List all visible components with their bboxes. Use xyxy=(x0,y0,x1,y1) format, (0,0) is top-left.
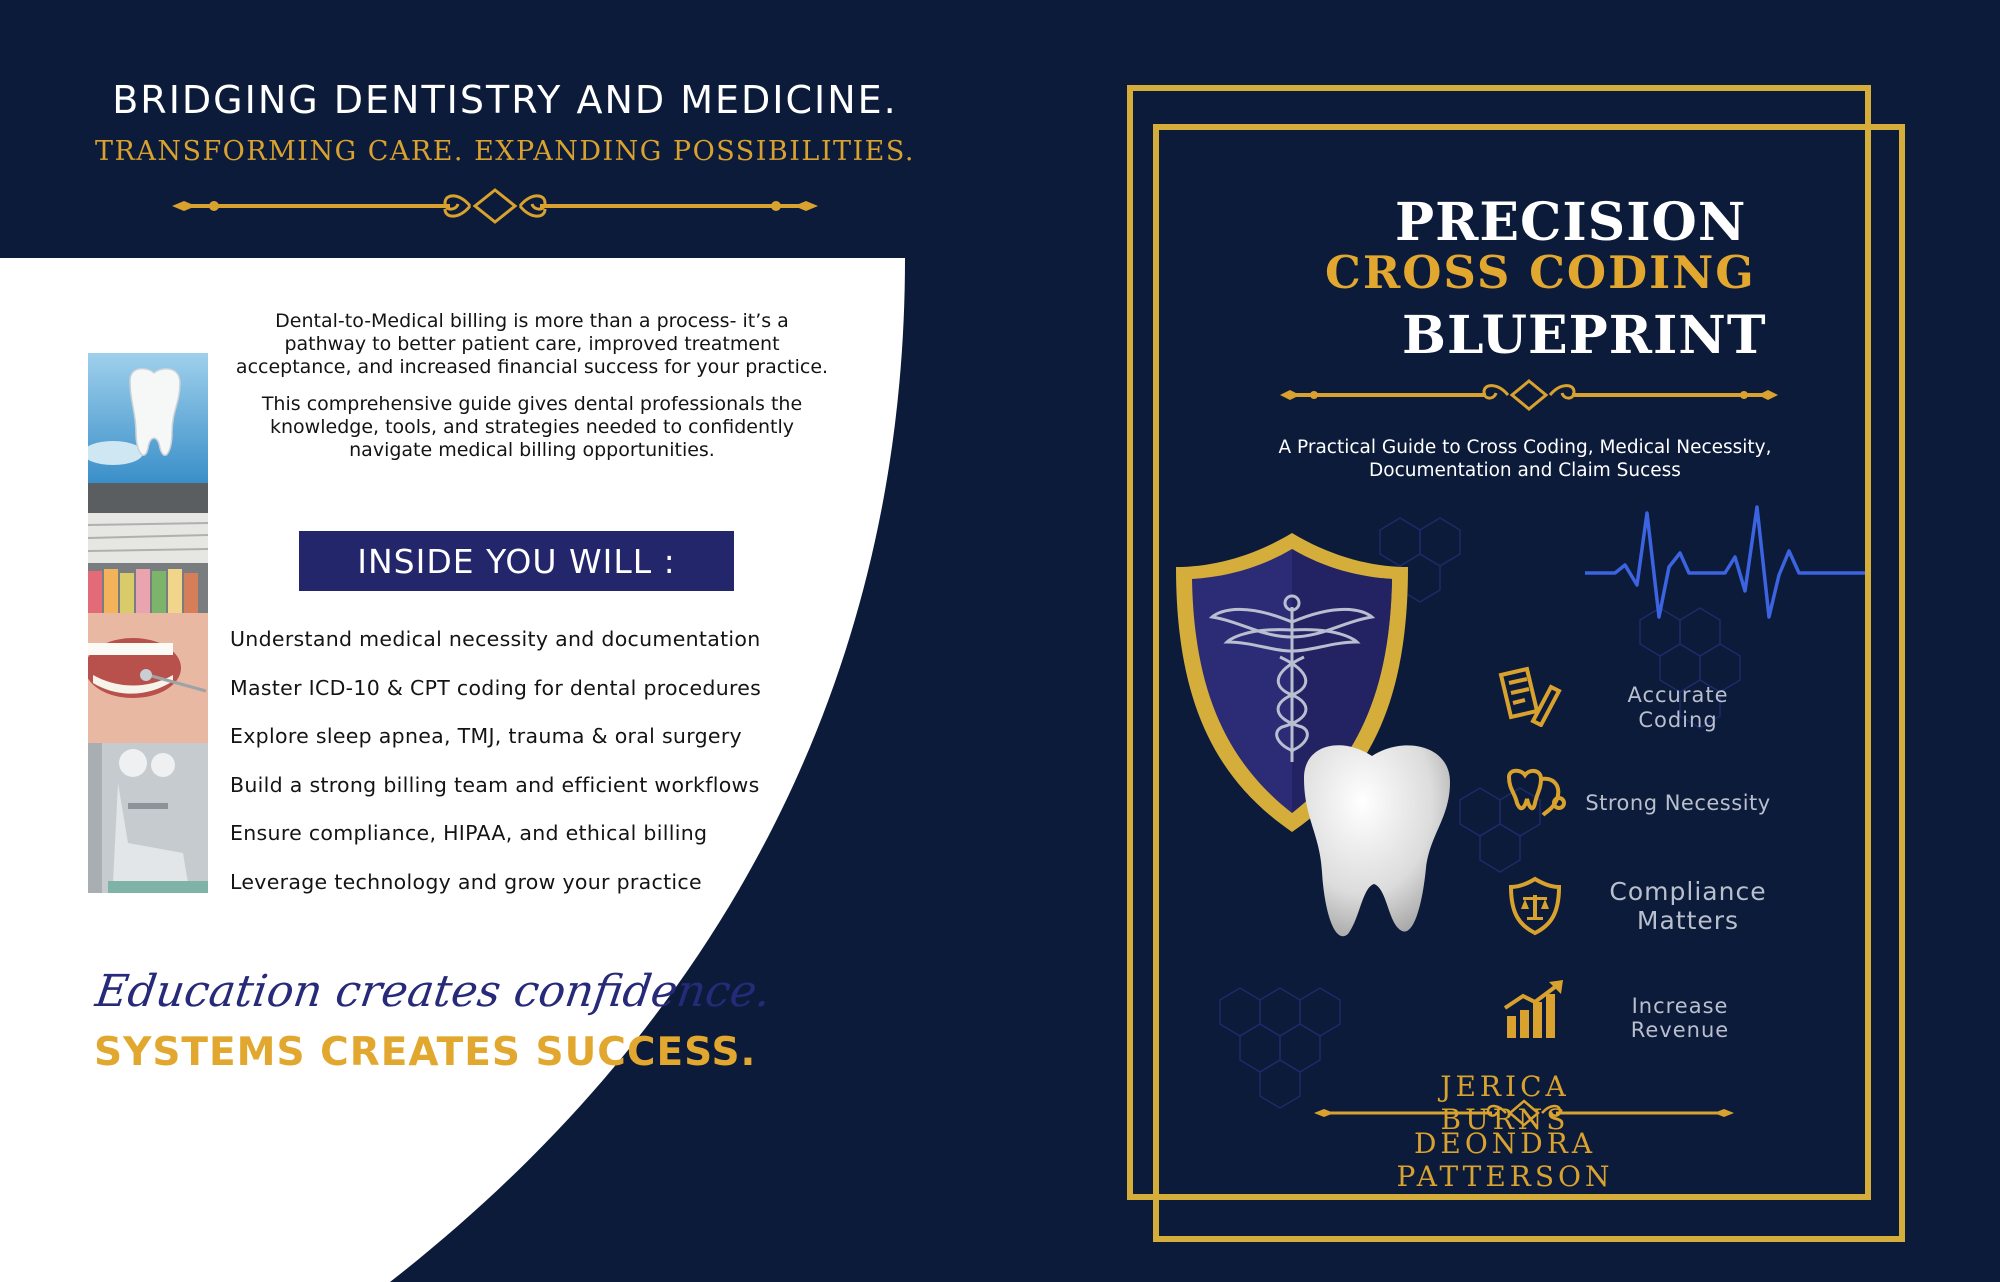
book-title-line-3: BLUEPRINT xyxy=(1402,305,1767,366)
feature-label: Coding xyxy=(1638,708,1718,732)
paperwork-photo xyxy=(88,483,208,613)
intro-paragraph-1: Dental-to-Medical billing is more than a process- it’s a pathway to better patient care, improved treatment acceptance, and increased financial success for your practice. xyxy=(235,310,829,378)
title-ornamental-divider-icon xyxy=(1278,375,1780,415)
list-item: Leverage technology and grow your practice xyxy=(230,869,702,894)
list-item: Master ICD-10 & CPT coding for dental procedures xyxy=(230,675,762,700)
ornamental-divider-icon xyxy=(170,185,820,227)
feature-accurate-coding xyxy=(1578,683,1778,733)
document-pen-icon xyxy=(1493,663,1563,727)
tagline-systems: SYSTEMS CREATES SUCCESS. xyxy=(94,1030,757,1075)
feature-label: Compliance xyxy=(1609,877,1767,906)
list-item: Build a strong billing team and efficient workflows xyxy=(230,772,760,797)
tagline-education: Education creates confidence. xyxy=(92,966,774,1017)
feature-strong-necessity xyxy=(1568,791,1788,815)
benefits-list xyxy=(230,620,870,911)
heartbeat-icon xyxy=(1585,505,1865,625)
book-title-line-2: CROSS CODING xyxy=(1325,246,1756,299)
back-cover-headline: BRIDGING DENTISTRY AND MEDICINE. xyxy=(112,78,898,122)
photo-strip xyxy=(88,353,208,893)
inside-you-will-banner: INSIDE YOU WILL : xyxy=(299,531,734,591)
shield-scales-icon xyxy=(1507,875,1563,937)
book-title-line-1: PRECISION xyxy=(1395,192,1747,253)
feature-label: Revenue xyxy=(1630,1018,1730,1042)
intro-paragraph-2: This comprehensive guide gives dental professionals the knowledge, tools, and strategies needed to confidently navigate medical billing opportunities. xyxy=(261,393,803,461)
intro-text xyxy=(232,310,832,476)
author-2: DEONDRA PATTERSON xyxy=(1396,1127,1614,1193)
author-1: JERICA BURNS xyxy=(1440,1070,1570,1136)
author-ornamental-divider-icon xyxy=(1312,1098,1736,1128)
list-item: Explore sleep apnea, TMJ, trauma & oral surgery xyxy=(230,724,742,748)
book-subtitle: A Practical Guide to Cross Coding, Medical Necessity, Documentation and Claim Sucess xyxy=(1278,437,1772,481)
feature-label: Matters xyxy=(1636,906,1740,935)
list-item: Ensure compliance, HIPAA, and ethical billing xyxy=(230,821,708,845)
dental-chair-photo xyxy=(88,743,208,893)
feature-label: Strong Necessity xyxy=(1585,791,1771,815)
feature-label: Accurate xyxy=(1627,683,1729,707)
tooth-stethoscope-icon xyxy=(1503,767,1569,823)
dental-exam-photo xyxy=(88,613,208,743)
back-cover-subheadline: TRANSFORMING CARE. EXPANDING POSSIBILITIES. xyxy=(94,136,916,167)
bar-chart-growth-icon xyxy=(1503,980,1569,1042)
feature-label: Increase xyxy=(1631,994,1729,1018)
feature-increase-revenue xyxy=(1580,994,1780,1042)
tooth-icon xyxy=(1290,738,1460,943)
feature-compliance-matters xyxy=(1588,877,1788,935)
list-item: Understand medical necessity and documentation xyxy=(230,627,761,651)
tooth-model-photo xyxy=(88,353,208,483)
